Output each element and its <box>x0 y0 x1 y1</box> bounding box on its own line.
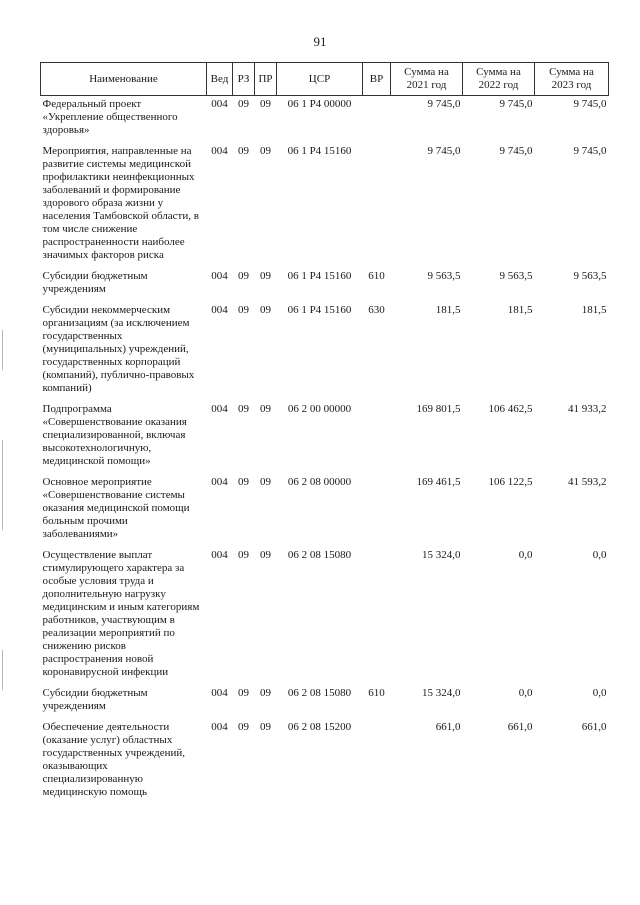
cell-name: Субсидии бюджетным учреждениям <box>42 687 148 712</box>
cell-sum-2022: 9 745,0 <box>499 98 533 110</box>
cell-sum-2022: 0,0 <box>518 549 533 561</box>
cell-sum-2021: 181,5 <box>435 304 461 316</box>
cell-rz: 09 <box>238 721 249 733</box>
cell-vr <box>363 96 391 146</box>
cell-rz: 09 <box>238 270 249 282</box>
cell-ved: 004 <box>211 304 228 316</box>
cell-sum-2022: 0,0 <box>518 687 533 699</box>
cell-sum-2023: 9 745,0 <box>573 145 607 157</box>
cell-csr: 06 1 P4 15160 <box>287 270 352 282</box>
cell-sum-2022: 9 745,0 <box>499 145 533 157</box>
cell-sum-2022: 9 563,5 <box>499 270 533 282</box>
cell-name: Подпрограмма «Совершенствование оказания специализированной, включая высокотехнологичную, медицинской помощи» <box>42 403 187 467</box>
cell-csr: 06 1 P4 15160 <box>287 304 352 316</box>
table-row <box>41 270 609 304</box>
page-number: 91 <box>313 34 327 49</box>
cell-rz: 09 <box>238 549 249 561</box>
scan-mark <box>2 650 3 690</box>
table-row <box>41 304 609 403</box>
cell-sum-2021: 15 324,0 <box>422 687 461 699</box>
cell-rz: 09 <box>238 145 249 157</box>
cell-pr: 09 <box>260 304 271 316</box>
cell-ved: 004 <box>211 687 228 699</box>
cell-sum-2023: 9 563,5 <box>573 270 607 282</box>
cell-sum-2021: 169 461,5 <box>416 476 461 488</box>
cell-sum-2021: 661,0 <box>435 721 461 733</box>
cell-pr: 09 <box>260 270 271 282</box>
cell-ved: 004 <box>211 721 228 733</box>
cell-sum-2021: 9 745,0 <box>427 98 461 110</box>
cell-pr: 09 <box>260 476 271 488</box>
cell-vr <box>363 721 391 807</box>
cell-rz: 09 <box>238 98 249 110</box>
cell-name: Субсидии некоммерческим организациям (за исключением государственных (муниципальных) учреждений, государственных корпораций (компаний), публично-правовых компаний) <box>42 304 195 394</box>
cell-sum-2023: 0,0 <box>592 549 607 561</box>
cell-sum-2021: 9 745,0 <box>427 145 461 157</box>
cell-pr: 09 <box>260 98 271 110</box>
cell-pr: 09 <box>260 145 271 157</box>
budget-table <box>40 62 609 807</box>
cell-sum-2023: 661,0 <box>581 721 607 733</box>
cell-vr: 610 <box>368 687 385 699</box>
cell-vr: 610 <box>368 270 385 282</box>
scan-mark <box>2 440 3 530</box>
table-row <box>41 96 609 146</box>
col-header-vr: ВР <box>363 63 391 96</box>
cell-pr: 09 <box>260 721 271 733</box>
cell-rz: 09 <box>238 403 249 415</box>
cell-csr: 06 2 08 15080 <box>287 549 352 561</box>
cell-sum-2022: 106 122,5 <box>488 476 533 488</box>
cell-rz: 09 <box>238 304 249 316</box>
col-header-2021: Сумма на 2021 год <box>391 63 463 96</box>
cell-sum-2021: 169 801,5 <box>416 403 461 415</box>
table-row <box>41 403 609 476</box>
col-header-2022: Сумма на 2022 год <box>463 63 535 96</box>
cell-ved: 004 <box>211 403 228 415</box>
cell-vr <box>363 145 391 270</box>
cell-pr: 09 <box>260 403 271 415</box>
cell-name: Мероприятия, направленные на развитие системы медицинской профилактики неинфекционных заболеваний и формирование здорового образа жизни у населения Тамбовской области, в том числе снижение распространенности наиболее значимых факторов риска <box>42 145 199 261</box>
cell-csr: 06 2 08 15080 <box>287 687 352 699</box>
table-row <box>41 145 609 270</box>
cell-sum-2021: 9 563,5 <box>427 270 461 282</box>
col-header-pr: ПР <box>255 63 277 96</box>
cell-pr: 09 <box>260 687 271 699</box>
cell-name: Федеральный проект «Укрепление общественного здоровья» <box>42 98 178 136</box>
col-header-rz: РЗ <box>233 63 255 96</box>
cell-sum-2021: 15 324,0 <box>422 549 461 561</box>
table-row <box>41 687 609 721</box>
cell-vr <box>363 549 391 687</box>
cell-csr: 06 1 P4 00000 <box>287 98 352 110</box>
cell-name: Осуществление выплат стимулирующего характера за особые условия труда и дополнительную нагрузку медицинским и иным категориям работников, участвующим в реализации мероприятий по снижению рисков распространения новой коронавирусной инфекции <box>42 549 200 678</box>
cell-csr: 06 1 P4 15160 <box>287 145 352 157</box>
col-header-name: Наименование <box>41 63 207 96</box>
cell-ved: 004 <box>211 549 228 561</box>
col-header-2023: Сумма на 2023 год <box>535 63 609 96</box>
cell-sum-2023: 9 745,0 <box>573 98 607 110</box>
cell-name: Субсидии бюджетным учреждениям <box>42 270 148 295</box>
table-row <box>41 721 609 807</box>
cell-sum-2023: 41 933,2 <box>568 403 607 415</box>
col-header-csr: ЦСР <box>277 63 363 96</box>
cell-sum-2022: 661,0 <box>507 721 533 733</box>
cell-rz: 09 <box>238 687 249 699</box>
cell-ved: 004 <box>211 98 228 110</box>
cell-sum-2022: 106 462,5 <box>488 403 533 415</box>
cell-vr: 630 <box>368 304 385 316</box>
table-header-row <box>41 63 609 96</box>
cell-pr: 09 <box>260 549 271 561</box>
cell-name: Основное мероприятие «Совершенствование системы оказания медицинской помощи больным прочими заболеваниями» <box>42 476 190 540</box>
cell-ved: 004 <box>211 145 228 157</box>
cell-rz: 09 <box>238 476 249 488</box>
cell-vr <box>363 403 391 476</box>
cell-sum-2023: 41 593,2 <box>568 476 607 488</box>
cell-name: Обеспечение деятельности (оказание услуг) областных государственных учреждений, оказывающих специализированную медицинскую помощь <box>42 721 186 798</box>
cell-ved: 004 <box>211 476 228 488</box>
cell-csr: 06 2 08 00000 <box>287 476 352 488</box>
col-header-ved: Вед <box>207 63 233 96</box>
cell-vr <box>363 476 391 549</box>
cell-sum-2022: 181,5 <box>507 304 533 316</box>
cell-csr: 06 2 00 00000 <box>287 403 352 415</box>
cell-sum-2023: 0,0 <box>592 687 607 699</box>
cell-ved: 004 <box>211 270 228 282</box>
cell-sum-2023: 181,5 <box>581 304 607 316</box>
scan-mark <box>2 330 3 370</box>
table-row <box>41 476 609 549</box>
table-row <box>41 549 609 687</box>
cell-csr: 06 2 08 15200 <box>287 721 352 733</box>
